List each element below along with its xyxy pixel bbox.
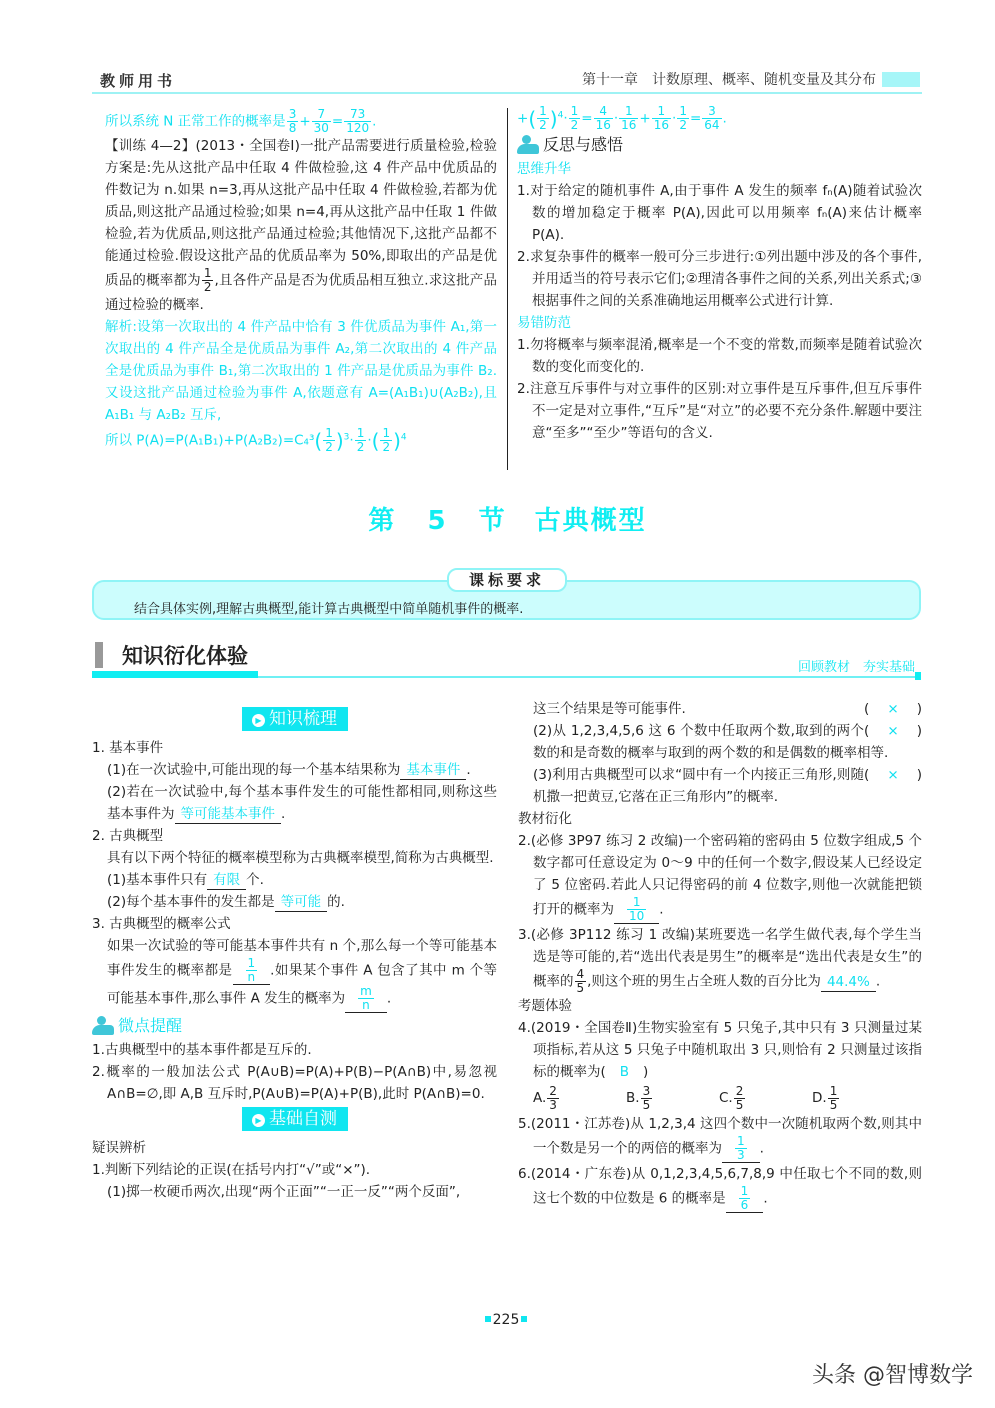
knowledge-subheading: 回顾教材 夯实基础 bbox=[797, 660, 915, 675]
numerator: 1 bbox=[829, 1083, 838, 1098]
answer-mark: × bbox=[887, 767, 899, 783]
text-run: . bbox=[372, 113, 377, 130]
tip-heading-label: 反思与感悟 bbox=[543, 135, 624, 154]
answer-blank: 等可能 bbox=[275, 893, 328, 912]
denominator: 64 bbox=[704, 118, 720, 132]
chapter-header bbox=[582, 69, 920, 89]
answer-choice: B bbox=[619, 1064, 630, 1080]
section-button-label: 基础自测 bbox=[269, 1109, 337, 1129]
denominator: 120 bbox=[346, 121, 370, 135]
text-run: 1.对于给定的随机事件 A,由于事件 A 发生的频率 fₙ(A)随着试验次数的增加稳定于概率 P(A),因此可以用频率 fₙ(A)来估计概率 P(A). bbox=[517, 183, 922, 243]
text-run: 所以 P(A)=P(A₁B₁)+P(A₂B₂)=C₄³ bbox=[105, 432, 315, 449]
text-run: 3. 古典概型的概率公式 bbox=[92, 916, 231, 932]
page-number-text: 225 bbox=[492, 1312, 520, 1328]
paragraph bbox=[92, 759, 497, 781]
paren: ( bbox=[864, 767, 870, 783]
text-run: · bbox=[613, 110, 619, 127]
section-button-label: 知识梳理 bbox=[269, 709, 337, 729]
text-run: 个. bbox=[246, 872, 264, 888]
fraction bbox=[246, 957, 258, 984]
choice-letter: C. bbox=[719, 1090, 733, 1106]
paragraph bbox=[105, 316, 497, 426]
text-run: 具有以下两个特征的概率模型称为古典概率模型,简称为古典概型. bbox=[107, 850, 494, 866]
power-expression bbox=[371, 426, 407, 454]
fraction bbox=[734, 1085, 746, 1112]
text-run: .如果某个事件 A 包含了其中 m 个等可能基本事件,那么事件 A 发生的概率为 bbox=[107, 962, 498, 1007]
denominator: 5 bbox=[576, 981, 585, 995]
text-run: 1.勿将概率与频率混淆,概率是一个不变的常数,而频率是随着试验次数的变化而变化的. bbox=[517, 337, 922, 375]
text-run: 1.判断下列结论的正误(在括号内打“√”或“×”). bbox=[92, 1162, 371, 1178]
judgement-answer bbox=[864, 720, 922, 742]
text-run: (3)利用古典概型可以求“圆中有一个内接正三角形,则随机撒一把黄豆,它落在正三角形内”的概率. bbox=[533, 767, 864, 805]
paragraph bbox=[518, 1113, 922, 1163]
fraction bbox=[323, 427, 335, 454]
section-button bbox=[242, 1107, 348, 1131]
paren: ( bbox=[528, 106, 537, 131]
text-run: . bbox=[763, 1190, 768, 1207]
text-run: + bbox=[639, 110, 651, 127]
denominator: 30 bbox=[313, 121, 329, 135]
numerator: 1 bbox=[679, 104, 687, 118]
text-run: (1)基本事件只有 bbox=[107, 872, 208, 888]
choice-letter: A. bbox=[533, 1090, 547, 1106]
fraction bbox=[594, 105, 613, 132]
paren: ) bbox=[335, 428, 344, 453]
text-run: 1. 基本事件 bbox=[92, 740, 164, 756]
denominator: 2 bbox=[679, 118, 687, 132]
person-pointing-icon bbox=[517, 135, 539, 155]
text-run: = bbox=[689, 110, 702, 127]
text-run: 5.(2011・江苏卷)从 1,2,3,4 这四个数中一次随机取两个数,则其中一个数是另一个的两倍的概率为 bbox=[518, 1116, 922, 1157]
paragraph bbox=[92, 935, 497, 1013]
paragraph bbox=[518, 1017, 922, 1083]
paragraph bbox=[92, 1181, 497, 1203]
text-run: 2.注意互斥事件与对立事件的区别:对立事件是互斥事件,但互斥事件不一定是对立事件,“互斥”是“对立”的必要不充分条件.解题中要注意“至多”“至少”等语句的含义. bbox=[517, 381, 922, 441]
numerator: 2 bbox=[549, 1083, 557, 1098]
answer-mark: × bbox=[887, 723, 899, 739]
numerator: 1 bbox=[737, 1134, 745, 1148]
subheading: 易错防范 bbox=[517, 315, 571, 331]
fraction bbox=[358, 985, 374, 1012]
text-run: · bbox=[672, 110, 677, 127]
subheading: 教材衍化 bbox=[518, 811, 572, 827]
choice-option bbox=[812, 1083, 905, 1113]
paragraph bbox=[517, 180, 922, 246]
paren: ) bbox=[916, 767, 922, 783]
answer-blank bbox=[233, 957, 271, 985]
denominator: 10 bbox=[629, 909, 645, 923]
text-run: 【训练 4—2】(2013・全国卷Ⅰ)一批产品需要进行质量检验,检验方案是:先从这批产品中任取 4 件做检验,这 4 件产品中优质品的件数记为 n.如果 n=3,再从这批产品中任取 4 件做检验,若都为优质品,则这批产品通过检验;如果 n=4,再从这批产品中任取 1 件做检验,若为优质品,则这批产品通过检验;其他情况下,这批产品都不能通过检验.假设这批产品的优质品率为 50%,即取出的产品是优质品的概率都为 bbox=[105, 138, 497, 289]
text-run: 所以系统 N 正常工作的概率是 bbox=[105, 113, 286, 130]
text-run: 1.古典概型中的基本事件都是互斥的. bbox=[92, 1042, 312, 1058]
header-divider bbox=[92, 92, 922, 94]
denominator: 2 bbox=[325, 440, 333, 454]
tip-heading-label: 微点提醒 bbox=[118, 1016, 183, 1035]
text-run: (2)每个基本事件的发生都是 bbox=[107, 894, 275, 910]
answer-blank: 基本事件 bbox=[400, 761, 466, 780]
fraction bbox=[828, 1085, 840, 1112]
denominator: 2 bbox=[539, 118, 547, 132]
fraction bbox=[202, 267, 214, 294]
answer-blank bbox=[722, 1135, 760, 1163]
denominator: n bbox=[247, 970, 256, 984]
fraction bbox=[652, 105, 671, 132]
play-icon: ▶ bbox=[252, 1114, 265, 1127]
answer-blank: 等可能基本事件 bbox=[175, 805, 282, 824]
choice-letter: B. bbox=[626, 1090, 640, 1106]
paren: ( bbox=[314, 428, 323, 453]
paragraph bbox=[92, 1039, 497, 1061]
paragraph bbox=[517, 378, 922, 444]
numerator: 7 bbox=[312, 108, 331, 122]
fraction bbox=[702, 105, 721, 132]
paragraph bbox=[92, 825, 497, 847]
curriculum-requirement-text: 结合具体实例,理解古典概型,能计算古典概型中简单随机事件的概率. bbox=[134, 602, 524, 617]
text-run: ) bbox=[643, 1064, 649, 1080]
paragraph bbox=[92, 913, 497, 935]
fraction bbox=[287, 108, 299, 135]
denominator: 8 bbox=[288, 121, 297, 135]
numerator: 1 bbox=[325, 426, 333, 440]
curriculum-requirement-label: 课标要求 bbox=[447, 568, 567, 592]
fraction bbox=[355, 427, 367, 454]
fraction bbox=[569, 105, 581, 132]
paragraph bbox=[92, 847, 497, 869]
judgement-answer bbox=[864, 764, 922, 786]
denominator: 2 bbox=[203, 280, 212, 294]
fraction bbox=[677, 105, 689, 132]
paragraph bbox=[518, 698, 922, 720]
heading-bar bbox=[95, 642, 103, 668]
paren: ) bbox=[549, 106, 558, 131]
text-run: . bbox=[281, 806, 286, 822]
numerator: 1 bbox=[247, 956, 256, 970]
fraction bbox=[537, 105, 549, 132]
top-left-column bbox=[105, 108, 497, 454]
text-run: 2.概率的一般加法公式 P(A∪B)=P(A)+P(B)−P(A∩B)中,易忽视 A∩B=∅,即 A,B 互斥时,P(A∪B)=P(A)+P(B),此时 P(A∩B)=0. bbox=[92, 1064, 497, 1102]
fraction bbox=[547, 1085, 559, 1112]
numerator: m bbox=[360, 984, 372, 998]
paragraph bbox=[92, 737, 497, 759]
denominator: 6 bbox=[740, 1198, 749, 1212]
paragraph bbox=[92, 869, 497, 891]
text-run: . bbox=[875, 973, 881, 990]
judgement-answer bbox=[864, 698, 922, 720]
power-expression bbox=[528, 104, 564, 132]
text-run: 这三个结果是等可能事件. bbox=[533, 701, 686, 717]
denominator: 2 bbox=[570, 118, 579, 132]
text-run: . bbox=[386, 990, 392, 1007]
numerator: 3 bbox=[288, 107, 297, 121]
numerator: 4 bbox=[594, 105, 613, 119]
paren: ) bbox=[916, 723, 922, 739]
chapter-title: 第十一章 计数原理、概率、随机变量及其分布 bbox=[582, 72, 876, 88]
answer-blank bbox=[345, 985, 387, 1013]
person-pointing-icon bbox=[92, 1016, 114, 1036]
denominator: 16 bbox=[621, 118, 637, 132]
denominator: 2 bbox=[356, 440, 365, 454]
choice-option bbox=[533, 1083, 626, 1113]
numerator: 1 bbox=[356, 426, 365, 440]
bottom-left-column bbox=[92, 705, 497, 1203]
paragraph bbox=[518, 720, 922, 764]
numerator: 1 bbox=[570, 104, 579, 118]
text-run: 解析:设第一次取出的 4 件产品中恰有 3 件优质品为事件 A₁,第一次取出的 4 件产品全是优质品为事件 A₂,第二次取出的 4 件产品全是优质品为事件 B₁,第二次取出的 1 件产品是优质品为事件 B₂.又设这批产品通过检验为事件 A,依题意有 A=(A₁B₁)∪(A₂B₂),且 A₁B₁ 与 A₂B₂ 互斥, bbox=[105, 319, 497, 423]
text-run: = bbox=[581, 110, 593, 127]
exponent: 4 bbox=[557, 110, 564, 120]
text-run: 4.(2019・全国卷Ⅱ)生物实验室有 5 只兔子,其中只有 3 只测量过某项指标,若从这 5 只兔子中随机取出 3 只,则恰有 2 只测量过该指标的概率为( bbox=[518, 1020, 922, 1080]
paragraph bbox=[518, 924, 922, 995]
fraction bbox=[735, 1135, 747, 1162]
text-run: (2)从 1,2,3,4,5,6 这 6 个数中任取两个数,取到的两个数的和是奇数的概率与取到的两个数的和是偶数的概率相等. bbox=[533, 723, 889, 761]
paren: ) bbox=[393, 428, 401, 453]
paragraph bbox=[92, 891, 497, 913]
text-run: · bbox=[349, 432, 354, 449]
paragraph bbox=[517, 104, 922, 132]
numerator: 1 bbox=[539, 104, 547, 118]
numerator: 1 bbox=[627, 896, 646, 910]
paren: ( bbox=[864, 701, 870, 717]
denominator: 16 bbox=[653, 118, 670, 132]
answer-mark: × bbox=[887, 701, 899, 717]
paren: ( bbox=[371, 428, 380, 453]
answer-blank: 有限 bbox=[207, 871, 246, 890]
top-right-column bbox=[517, 104, 922, 444]
page-number bbox=[0, 1312, 995, 1328]
paren: ( bbox=[864, 723, 870, 739]
text-run: 如果一次试验的等可能基本事件共有 n 个,那么每一个等可能基本事件发生的概率都是 bbox=[107, 938, 497, 979]
denominator: 16 bbox=[595, 118, 611, 132]
power-expression bbox=[314, 426, 350, 454]
exponent: 3 bbox=[343, 432, 350, 442]
text-run: + bbox=[299, 113, 311, 130]
section-title: 第 5 节 古典概型 bbox=[368, 506, 647, 536]
text-run: · bbox=[563, 110, 568, 127]
paragraph bbox=[92, 1159, 497, 1181]
play-icon: ▶ bbox=[252, 714, 265, 727]
denominator: 3 bbox=[549, 1097, 557, 1112]
numerator: 3 bbox=[702, 105, 721, 119]
numerator: 2 bbox=[735, 1083, 744, 1098]
text-run: · bbox=[367, 432, 372, 449]
text-run: ,且各件产品是否为优质品相互独立.求这批产品通过检验的概率. bbox=[105, 272, 497, 313]
text-run: . bbox=[759, 1140, 764, 1157]
denominator: 2 bbox=[382, 440, 391, 454]
denominator: 5 bbox=[735, 1097, 744, 1112]
watermark: 头条 @智博数学 bbox=[812, 1363, 973, 1388]
paragraph bbox=[517, 334, 922, 378]
text-run: . bbox=[466, 762, 471, 778]
denominator: 5 bbox=[642, 1097, 651, 1112]
paragraph bbox=[518, 1163, 922, 1213]
section-button bbox=[242, 707, 348, 731]
numerator: 1 bbox=[382, 426, 391, 440]
paragraph bbox=[105, 108, 497, 135]
answer-blank bbox=[726, 1185, 764, 1213]
tip-heading bbox=[517, 132, 922, 158]
text-run: (2)若在一次试验中,每个基本事件发生的可能性都相同,则称这些基本事件为 bbox=[107, 784, 497, 822]
paren: ) bbox=[916, 701, 922, 717]
paragraph bbox=[518, 764, 922, 808]
text-run: . bbox=[722, 110, 727, 127]
choice-letter: D. bbox=[812, 1090, 827, 1106]
heading-underline-end bbox=[915, 672, 921, 680]
text-run: 2.(必修 3P97 练习 2 改编)一个密码箱的密码由 5 位数字组成,5 个数字都可任意设定为 0～9 中的任何一个数字,假设某人已经设定了 5 位密码.若此人只记得密码的前 4 位数字,则他一次就能把锁打开的概率为 bbox=[518, 833, 922, 918]
answer-blank: 44.4% bbox=[821, 973, 876, 992]
tip-heading bbox=[92, 1013, 497, 1039]
bottom-right-column bbox=[518, 698, 922, 1213]
numerator: 73 bbox=[344, 108, 371, 122]
paragraph bbox=[517, 246, 922, 312]
text-run: . bbox=[659, 901, 664, 918]
subheading: 思维升华 bbox=[517, 161, 571, 177]
paragraph bbox=[92, 1061, 497, 1105]
subheading: 考题体验 bbox=[518, 998, 572, 1014]
heading-underline-accent bbox=[92, 671, 258, 678]
answer-blank bbox=[614, 896, 659, 924]
paragraph bbox=[105, 135, 497, 316]
subheading: 疑误辨析 bbox=[92, 1140, 146, 1156]
text-run: (1)在一次试验中,可能出现的每一个基本结果称为 bbox=[107, 762, 401, 778]
fraction bbox=[312, 108, 331, 135]
fraction bbox=[380, 427, 392, 454]
denominator: 5 bbox=[829, 1097, 838, 1112]
text-run: = bbox=[331, 113, 344, 130]
denominator: 3 bbox=[737, 1148, 745, 1162]
text-run: 2. 古典概型 bbox=[92, 828, 164, 844]
text-run: ,则这个班的男生占全班人数的百分比为 bbox=[587, 973, 821, 990]
text-run: 3.(必修 3P112 练习 1 改编)某班要选一名学生做代表,每个学生当选是等可能的,若“选出代表是男生”的概率是“选出代表是女生”的概率的 bbox=[518, 927, 922, 990]
paragraph bbox=[518, 830, 922, 924]
paragraph bbox=[92, 781, 497, 825]
fraction bbox=[619, 105, 638, 132]
numerator: 1 bbox=[203, 266, 212, 280]
column-divider bbox=[507, 108, 508, 470]
text-run: 6.(2014・广东卷)从 0,1,2,3,4,5,6,7,8,9 中任取七个不同的数,则这七个数的中位数是 6 的概率是 bbox=[518, 1166, 922, 1207]
text-run: (1)掷一枚硬币两次,出现“两个正面”“一正一反”“两个反面”, bbox=[107, 1184, 461, 1200]
numerator: 3 bbox=[642, 1083, 651, 1098]
exponent: 4 bbox=[400, 432, 407, 442]
paragraph bbox=[105, 426, 497, 454]
choice-option bbox=[719, 1083, 812, 1113]
book-label: 教师用书 bbox=[100, 72, 177, 90]
numerator: 1 bbox=[619, 105, 638, 119]
numerator: 4 bbox=[576, 967, 585, 981]
denominator: n bbox=[362, 998, 370, 1012]
knowledge-heading: 知识衍化体验 bbox=[122, 643, 248, 668]
text-run: 的. bbox=[327, 894, 345, 910]
fraction bbox=[344, 108, 371, 135]
header-accent-block bbox=[882, 72, 920, 87]
numerator: 1 bbox=[740, 1184, 749, 1198]
fraction bbox=[575, 968, 587, 995]
text-run: 2.求复杂事件的概率一般可分三步进行:①列出题中涉及的各个事件,并用适当的符号表示它们;②理清各事件之间的关系,列出关系式;③根据事件之间的关系准确地运用概率公式进行计算. bbox=[517, 249, 922, 309]
answer-choices bbox=[518, 1083, 922, 1113]
fraction bbox=[739, 1185, 751, 1212]
numerator: 1 bbox=[652, 105, 671, 119]
text-run: + bbox=[517, 110, 529, 127]
fraction bbox=[641, 1085, 653, 1112]
choice-option bbox=[626, 1083, 719, 1113]
fraction bbox=[627, 896, 646, 923]
